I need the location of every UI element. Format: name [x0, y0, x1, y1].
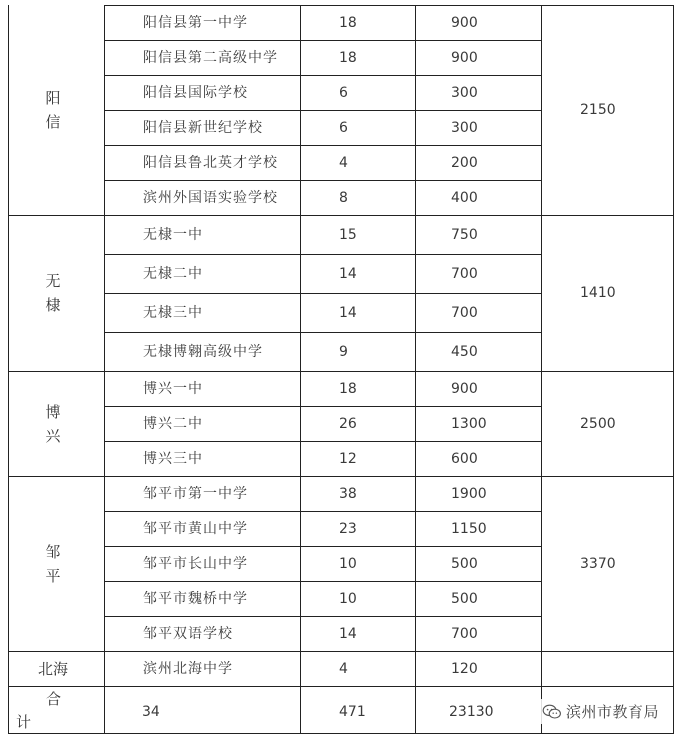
school-name: 阳信县第一中学 [143, 15, 248, 31]
school-name: 阳信县国际学校 [143, 85, 248, 101]
student-count: 700 [451, 626, 478, 642]
grid-line [8, 476, 673, 477]
class-count: 14 [339, 266, 357, 282]
grid-line [8, 5, 9, 216]
grid-line [104, 332, 541, 333]
grid-line [104, 546, 541, 547]
school-name: 邹平市黄山中学 [143, 521, 248, 537]
footer-students-total: 23130 [449, 704, 494, 720]
school-name: 阳信县鲁北英才学校 [143, 155, 278, 171]
grid-line [104, 40, 541, 41]
school-name: 博兴二中 [143, 416, 203, 432]
grid-line [8, 371, 9, 477]
grid-line [104, 581, 541, 582]
grid-line [8, 476, 9, 652]
class-count: 9 [339, 344, 348, 360]
class-count: 26 [339, 416, 357, 432]
watermark [538, 699, 663, 724]
school-name: 无棣一中 [143, 227, 203, 243]
grid-line [104, 441, 541, 442]
class-count: 10 [339, 556, 357, 572]
school-name: 无棣博翱高级中学 [143, 344, 263, 360]
class-count: 14 [339, 305, 357, 321]
grid-line [300, 5, 301, 687]
student-count: 300 [451, 85, 478, 101]
county-label: 兴 [45, 426, 61, 445]
grid-line [104, 5, 105, 687]
grid-line [415, 686, 416, 734]
grid-line [104, 406, 541, 407]
student-count: 1300 [451, 416, 487, 432]
county-total: 1410 [580, 285, 616, 301]
class-count: 38 [339, 486, 357, 502]
student-count: 1150 [451, 521, 487, 537]
student-count: 700 [451, 305, 478, 321]
class-count: 4 [339, 661, 348, 677]
student-count: 450 [451, 344, 478, 360]
grid-line [8, 215, 9, 372]
student-count: 1900 [451, 486, 487, 502]
student-count: 600 [451, 451, 478, 467]
county-label: 邹 [45, 542, 61, 561]
class-count: 14 [339, 626, 357, 642]
student-count: 500 [451, 591, 478, 607]
student-count: 900 [451, 50, 478, 66]
class-count: 23 [339, 521, 357, 537]
county-label: 棣 [45, 296, 61, 314]
class-count: 8 [339, 190, 348, 206]
grid-line [104, 254, 541, 255]
student-count: 700 [451, 266, 478, 282]
school-name: 滨州外国语实验学校 [143, 190, 278, 206]
grid-line [104, 145, 541, 146]
grid-line [415, 5, 416, 687]
student-count: 200 [451, 155, 478, 171]
grid-line [104, 110, 541, 111]
student-count: 300 [451, 120, 478, 136]
school-name: 无棣三中 [143, 305, 203, 321]
county-total: 2150 [580, 102, 616, 118]
school-name: 阳信县第二高级中学 [143, 50, 278, 66]
county-total: 3370 [580, 555, 616, 572]
class-count: 18 [339, 15, 357, 31]
watermark-text: 滨州市教育局 [565, 703, 659, 721]
class-count: 4 [339, 155, 348, 171]
grid-line [104, 511, 541, 512]
grid-line [104, 75, 541, 76]
county-label: 平 [45, 566, 61, 585]
grid-line [8, 686, 9, 734]
grid-line [104, 180, 541, 181]
student-count: 120 [451, 661, 478, 677]
class-count: 18 [339, 50, 357, 66]
footer-label-top: 合 [46, 690, 62, 708]
school-name: 邹平双语学校 [143, 626, 233, 642]
footer-label-bottom: 计 [16, 713, 32, 731]
school-name: 滨州北海中学 [143, 661, 233, 677]
county-label: 信 [45, 113, 61, 131]
school-name: 阳信县新世纪学校 [143, 120, 263, 136]
class-count: 6 [339, 120, 348, 136]
county-label: 北海 [37, 659, 68, 678]
school-name: 博兴一中 [143, 381, 203, 397]
county-label: 阳 [45, 89, 61, 107]
county-label: 博 [45, 402, 61, 421]
grid-line [673, 5, 674, 734]
grid-line [104, 5, 673, 6]
student-count: 500 [451, 556, 478, 572]
school-name: 邹平市魏桥中学 [143, 591, 248, 607]
county-label: 无 [45, 272, 61, 290]
class-count: 18 [339, 381, 357, 397]
grid-line [104, 293, 541, 294]
grid-line [8, 215, 673, 216]
class-count: 15 [339, 227, 357, 243]
grid-line [8, 686, 673, 687]
class-count: 10 [339, 591, 357, 607]
school-name: 博兴三中 [143, 451, 203, 467]
student-count: 900 [451, 15, 478, 31]
class-count: 12 [339, 451, 357, 467]
county-total: 2500 [580, 415, 616, 432]
school-name: 无棣二中 [143, 266, 203, 282]
grid-line [8, 651, 673, 652]
grid-line [8, 371, 673, 372]
footer-schools-count: 34 [142, 704, 160, 720]
student-count: 400 [451, 190, 478, 206]
student-count: 900 [451, 381, 478, 397]
grid-line [104, 616, 541, 617]
wechat-icon [542, 704, 562, 720]
grid-line [300, 686, 301, 734]
school-name: 邹平市长山中学 [143, 556, 248, 572]
grid-line [541, 5, 542, 687]
footer-classes-total: 471 [339, 704, 366, 720]
school-name: 邹平市第一中学 [143, 486, 248, 502]
class-count: 6 [339, 85, 348, 101]
grid-line [104, 686, 105, 734]
student-count: 750 [451, 227, 478, 243]
grid-line [8, 651, 9, 687]
grid-line [8, 733, 673, 734]
